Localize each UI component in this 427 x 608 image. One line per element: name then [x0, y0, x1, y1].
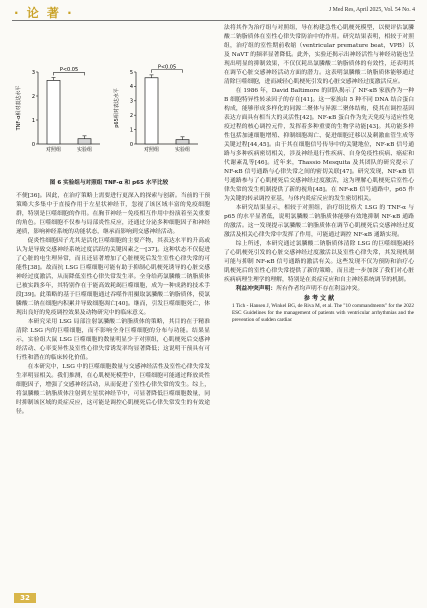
paragraph: 本研究结果显示，相较于对照组，治疗组比格犬 LSG 的 TNF-α 与 p65 的水平显著低，说明氯膦酸二钠脂质体能够有效地抑制 NF-κB 通路的激活。这一发现提示氯膦酸二钠脂质体在调节心肌梗死后交感神经过度激活及相关心律失常中发挥了作用，可能通过调控 NF-κB 通路实现。	[224, 205, 414, 238]
y-tick-label: 1	[31, 117, 35, 124]
figure-6	[14, 62, 204, 166]
conflict-statement	[224, 285, 414, 294]
bar	[145, 78, 158, 144]
right-column	[224, 24, 414, 325]
paragraph: 本研究采用 LSG 局部注射氯膦酸二钠脂质体的策略，其目的在于精准清除 LSG 内的巨噬细胞，而不影响全身巨噬细胞的分布与功能。结果显示，实验组大鼠 LSG 巨噬细胞的数量明显少于对照组，心肌梗死后交感神经活动、心率变异性及室性心律失常诱发率均显著降低；这说明干预具有可行性和潜在的临床转化价值。	[16, 319, 210, 361]
significance-label: P<0.05	[157, 64, 177, 71]
y-tick-label: 1	[129, 127, 133, 134]
paragraph: 在 1986 年，David Baltimore 的团队揭示了 NF-κB 家族作为一种 B 细胞特异性转录因子的存在[41]。这一家族由 5 种不同 DNA 结合蛋白构成，能够形成多样化的同源二聚体与异源二聚体结构，使其在调控基因表达方面具有相当大的灵活性[42]。NF-κB 蛋白作为先天免疫与适应性免疫过程的核心调控元件，发挥着多种重要的生物学功能[43]。其功能多样性包括加速细胞增殖、抑制细胞凋亡、促进细胞迁移以及刺激血管生成等关键过程[44,45]。由于其在细胞信号传导中的关键地位，NF-κB 信号通路与多种疾病密切相关，涉及神经退行性疾病、自身免疫性疾病、癌症和代谢紊乱等[46]。近年来，Thassio Mesquita 及其团队的研究提示了 NF-κB 信号通路与心律失常之间的密切关联[47]。研究发现，NF-κB 信号通路参与了心肌梗死后交感神经过度激活，这为理解心肌梗死后室性心律失常的发生机制提供了新的视角[48]。在 NF-κB 信号通路中，p65 作为关键的转录调控亚基，与体内炎症反应的发生密切相关。	[224, 88, 414, 202]
reference-item: 1 Tich - Hansen J, Winkel BG, de Riva M, et al. The "10 commandments" for the 2022 ESC Guidelines for the management of patients with ventricular arrhythmias and the prevention of sudden cardiac	[232, 303, 414, 324]
y-tick-label: 3	[31, 69, 35, 76]
significance-label: P<0.05	[59, 66, 79, 73]
paragraph: 促炎性细胞因子尤其是活化巨噬细胞的主要产物，其表达水平的升高或认为是导致交感神经系统过度活跃的关键因素之一[37]。这种状态不仅促进了心脏的电生理异常，而且还显著增加了心脏梗死后发生室性心律失常的可能性[38]。故而抗 LSG 巨噬细胞可能有助于抑制心肌梗死诱导的心脏交感神经过度激活，从而降低室性心律失常发生率。全身给药氯膦酸二钠脂质体已被实践多年，其特别作在于能高效耗竭巨噬细胞，成为一种成熟的技术手段[39]。此策略的基于巨噬细胞通过吞噬作用摄取氯膦酸二钠脂质体，使氯膦酸二钠在细胞内积累并导致细胞凋亡[40]。继而，引发巨噬细胞死亡，体现出良好的免疫调控效果及动物研究中的临床意义。	[16, 238, 210, 316]
left-column	[16, 192, 210, 417]
y-axis-label: p65相对表达水平	[114, 88, 120, 128]
bar	[78, 139, 91, 144]
x-tick-label: 对照组	[143, 147, 160, 153]
paragraph: 法将其作为治疗组与对照组，导在构建急性心肌梗死模型，以便评估氯膦酸二钠脂质体在室性心律失常防治中的作用。研究结果表明，相较于对照组，治疗组的室性期前收缩（ventricular premature beat，VPB）以及 NaVT 的频率显著降低。此外，实验还揭示出神经活性与神经功能也呈现出明显的抑制效果，不仅仅耗出氯膦酸二钠脂质体的有效性，还表明其在调节心脏交感神经活动方面的潜力。这表明氯膦酸二钠脂质体能够通过清除巨噬细胞，进而减轻心肌梗死引发的心脏交感神经过度激活反应。	[224, 25, 414, 85]
paragraph: 综上所述，本研究通过氯膦酸二钠脂质体清除 LSG 的巨噬细胞减轻了心肌梗死引发的心脏交感神经过度激活以及室性心律失常，其发现机制可能与抑制 NF-κB 信号通路的激活有关。这些发现不仅为预防和治疗心肌梗死后的室性心律失常提供了新的策略，而且进一步加深了我们对心脏疾病病理生理学的理解，特别是在炎症反应和自主神经系统调节的机制。	[224, 241, 414, 283]
conflict-text: 所有作者均声明不存在利益冲突。	[276, 286, 364, 292]
header-rule	[12, 20, 415, 21]
journal-citation: J Med Res, April 2025, Vol. 54 No. 4	[328, 7, 415, 13]
x-tick-label: 实验组	[76, 147, 93, 153]
x-tick-label: 对照组	[45, 147, 62, 153]
x-tick-label: 实验组	[174, 147, 191, 153]
y-tick-label: 0	[31, 141, 35, 148]
y-tick-label: 4	[129, 84, 133, 91]
y-tick-label: 3	[129, 98, 133, 105]
references-title: 参 考 文 献	[303, 295, 335, 302]
figure-caption: 图 6 实验组与对照组 TNF-α 和 p65 水平比较	[49, 180, 169, 186]
bar	[176, 140, 189, 144]
y-axis-label: TNF-α相对表达水平	[16, 85, 22, 131]
page-number: 32	[14, 593, 36, 603]
paragraph: 在本研究中，LSG 中的巨噬细胞数量与交感神经活性及室性心律失常发生率明显相关。我们推测，在心肌梗死模型中，巨噬细胞可能通过释放炎性细胞因子，增强了交感神经活动，从而促进了室性心律失常的发生。综上，将氯膦酸二钠脂质体注射到左星状神经节中，可显著降低巨噬细胞数量，同时抑制该区域的炎症反应，这可能是调控心肌梗死后心律失常发生的有效途径。	[16, 364, 210, 415]
y-tick-label: 2	[31, 93, 35, 100]
bar	[47, 80, 60, 144]
figure-6-bar-charts	[14, 62, 204, 166]
y-tick-label: 0	[129, 141, 133, 148]
y-tick-label: 5	[129, 69, 133, 76]
paragraph: 不便[36]。因此，在治疗策略上需要进行更深入的探索与创新。当前的干预策略大多集中于直接作用于左星状神经节，忽视了该区域丰富的免疫细胞群，特别是巨噬细胞的作用。在胸节神经－免疫相互作用中扮演着至关重要的角色。巨噬细胞不仅参与局部炎性反应，还通过分泌多种细胞因子和神经递质，影响神经系统的功能状态，继承而影响到交感神经活动。	[16, 193, 210, 235]
journal-section-mark: · 论 著 ·	[14, 6, 74, 20]
y-tick-label: 2	[129, 113, 133, 119]
conflict-label: 利益冲突声明：	[235, 286, 277, 292]
